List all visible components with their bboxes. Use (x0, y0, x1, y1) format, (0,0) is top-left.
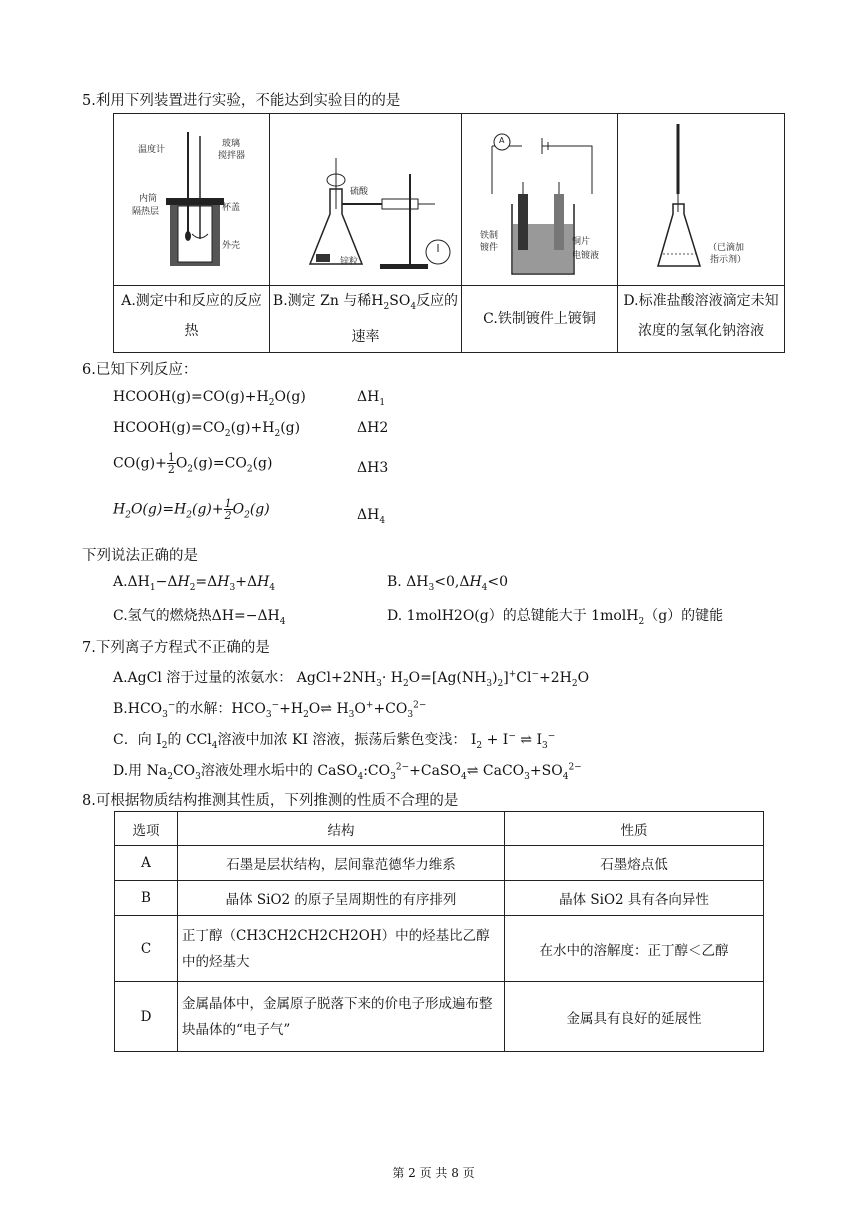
figure-d-cell (618, 114, 785, 286)
table-row (115, 881, 764, 916)
label-insulation: 隔热层 (132, 207, 160, 217)
dh-1: $\Delta H_1$ (357, 389, 386, 408)
ammeter-icon: A (499, 136, 505, 145)
q6-option-d: D. 1molH2O(g）的总键能大于 1molH$_2$（g）的键能 (387, 608, 724, 627)
row-c-structure: 正丁醇（CH3CH2CH2CH2OH）中的烃基比乙醇中的烃基大 (178, 916, 505, 982)
reaction-3: CO(g)+ $\frac{1}{2}$ $O_2(g)=CO_2(g)$ (113, 451, 273, 476)
table-row (115, 982, 764, 1052)
label-shell: 外壳 (222, 241, 241, 251)
caption-b: B.测定 Zn 与稀$H_2SO_4$反应的速率 (272, 293, 459, 345)
dh-2: ΔH2 (357, 420, 389, 436)
q7-option-b: $B.HCO_3^-$的水解：$HCO_3^-+H_2O\rightleftharpoons$ $H_3O^++CO_3^{2-}$ (113, 700, 427, 720)
row-d-structure: 金属晶体中，金属原子脱落下来的价电子形成遍布整块晶体的“电子气” (178, 982, 505, 1052)
q6-option-a: $A.\Delta H_1-\Delta H_2=\Delta H_3+\Delta H_4$ (113, 574, 276, 593)
label-stirrer: 搅拌器 (218, 151, 246, 161)
label-inner-cup: 内筒 (139, 194, 158, 204)
label-indicator-1: （已滴加 (708, 243, 745, 253)
calorimeter-figure (114, 114, 269, 285)
figure-c-cell (462, 114, 618, 286)
label-zinc: 锌粒 (340, 257, 359, 267)
q6-option-c: C.氢气的燃烧热$\Delta H=-\Delta H_4$ (113, 608, 286, 627)
row-b-structure: 晶体 SiO2 的原子呈周期性的有序排列 (178, 881, 505, 916)
titration-figure (618, 114, 784, 285)
figure-a-cell (114, 114, 270, 286)
row-c-option: C (115, 916, 178, 982)
figure-b-cell (270, 114, 462, 286)
caption-a-cell (114, 286, 270, 353)
page-footer: 第 2 页 共 8 页 (392, 1166, 475, 1180)
row-d-option: D (115, 982, 178, 1052)
q8-table (114, 811, 764, 1052)
label-plated-part: 镀件 (480, 243, 499, 253)
dh-4: $\Delta H_4$ (357, 507, 386, 526)
label-glass: 玻璃 (222, 139, 241, 149)
caption-b-cell (270, 286, 462, 353)
label-copper: 铜片 (572, 237, 591, 247)
dh-3: ΔH3 (357, 460, 389, 476)
q6-option-b: B. $\Delta H_3<0,\Delta H_4<0$ (387, 574, 509, 593)
table-header-row (115, 812, 764, 846)
caption-d: D.标准盐酸溶液滴定未知浓度的氢氧化钠溶液 (623, 293, 779, 339)
reaction-4: $H_2O(g)=H_2(g)+$ $\frac{1}{2}$ $O_2(g)$ (113, 497, 270, 522)
label-sulfuric-acid: 硫酸 (350, 187, 369, 197)
row-a-property: 石墨熔点低 (505, 846, 764, 881)
q7-option-d: D.用 $Na_2CO_3$溶液处理水垢中的 $CaSO_4:CO_3^{2-}+CaSO_4\rightleftharpoons$ $CaCO_3+SO_4^{2-}$ (113, 762, 582, 782)
caption-d-cell (618, 286, 785, 353)
caption-a: A.测定中和反应的反应热 (121, 293, 262, 339)
q7-option-a: A.AgCl 溶于过量的浓氨水： $AgCl+2NH_3\cdot H_2O=[Ag(NH_3)_2]^+Cl^-+2H_2O$ (113, 669, 590, 689)
question-7-title: 7.下列离子方程式不正确的是 (82, 640, 270, 656)
q7-option-c: C．向 $I_2$的 CCl$_4$溶液中加浓 KI 溶液，振荡后紫色变浅： $I_2 + I^-$ ⇌ $I_3^-$ (113, 731, 556, 751)
row-a-option: A (115, 846, 178, 881)
reaction-rate-figure (270, 114, 461, 285)
row-b-option: B (115, 881, 178, 916)
label-iron: 铁制 (480, 231, 499, 241)
table-row (115, 916, 764, 982)
label-indicator-2: 指示剂） (710, 255, 747, 265)
row-b-property: 晶体 SiO2 具有各向异性 (505, 881, 764, 916)
question-5-title: 5.利用下列装置进行实验，不能达到实验目的的是 (82, 93, 401, 109)
caption-c-cell (462, 286, 618, 353)
table-row (115, 846, 764, 881)
reaction-1: $HCOOH(g)=CO(g)+H_2O(g)$ (113, 389, 306, 408)
header-property: 性质 (505, 812, 764, 846)
label-plating-solution: 电镀液 (572, 251, 600, 261)
row-d-property: 金属具有良好的延展性 (505, 982, 764, 1052)
question-8-title: 8.可根据物质结构推测其性质，下列推测的性质不合理的是 (82, 793, 459, 809)
header-option: 选项 (115, 812, 178, 846)
caption-c: C.铁制镀件上镀铜 (483, 310, 596, 327)
label-thermometer: 温度计 (138, 145, 166, 155)
question-6-title: 6.已知下列反应： (82, 362, 198, 378)
header-structure: 结构 (178, 812, 505, 846)
row-c-property: 在水中的溶解度：正丁醇＜乙醇 (505, 916, 764, 982)
q5-apparatus-table (113, 113, 785, 353)
label-lid: 杯盖 (222, 203, 241, 213)
q6-prompt: 下列说法正确的是 (82, 548, 198, 564)
row-a-structure: 石墨是层状结构，层间靠范德华力维系 (178, 846, 505, 881)
reaction-2: $HCOOH(g)=CO_2(g)+H_2(g)$ (113, 420, 301, 439)
